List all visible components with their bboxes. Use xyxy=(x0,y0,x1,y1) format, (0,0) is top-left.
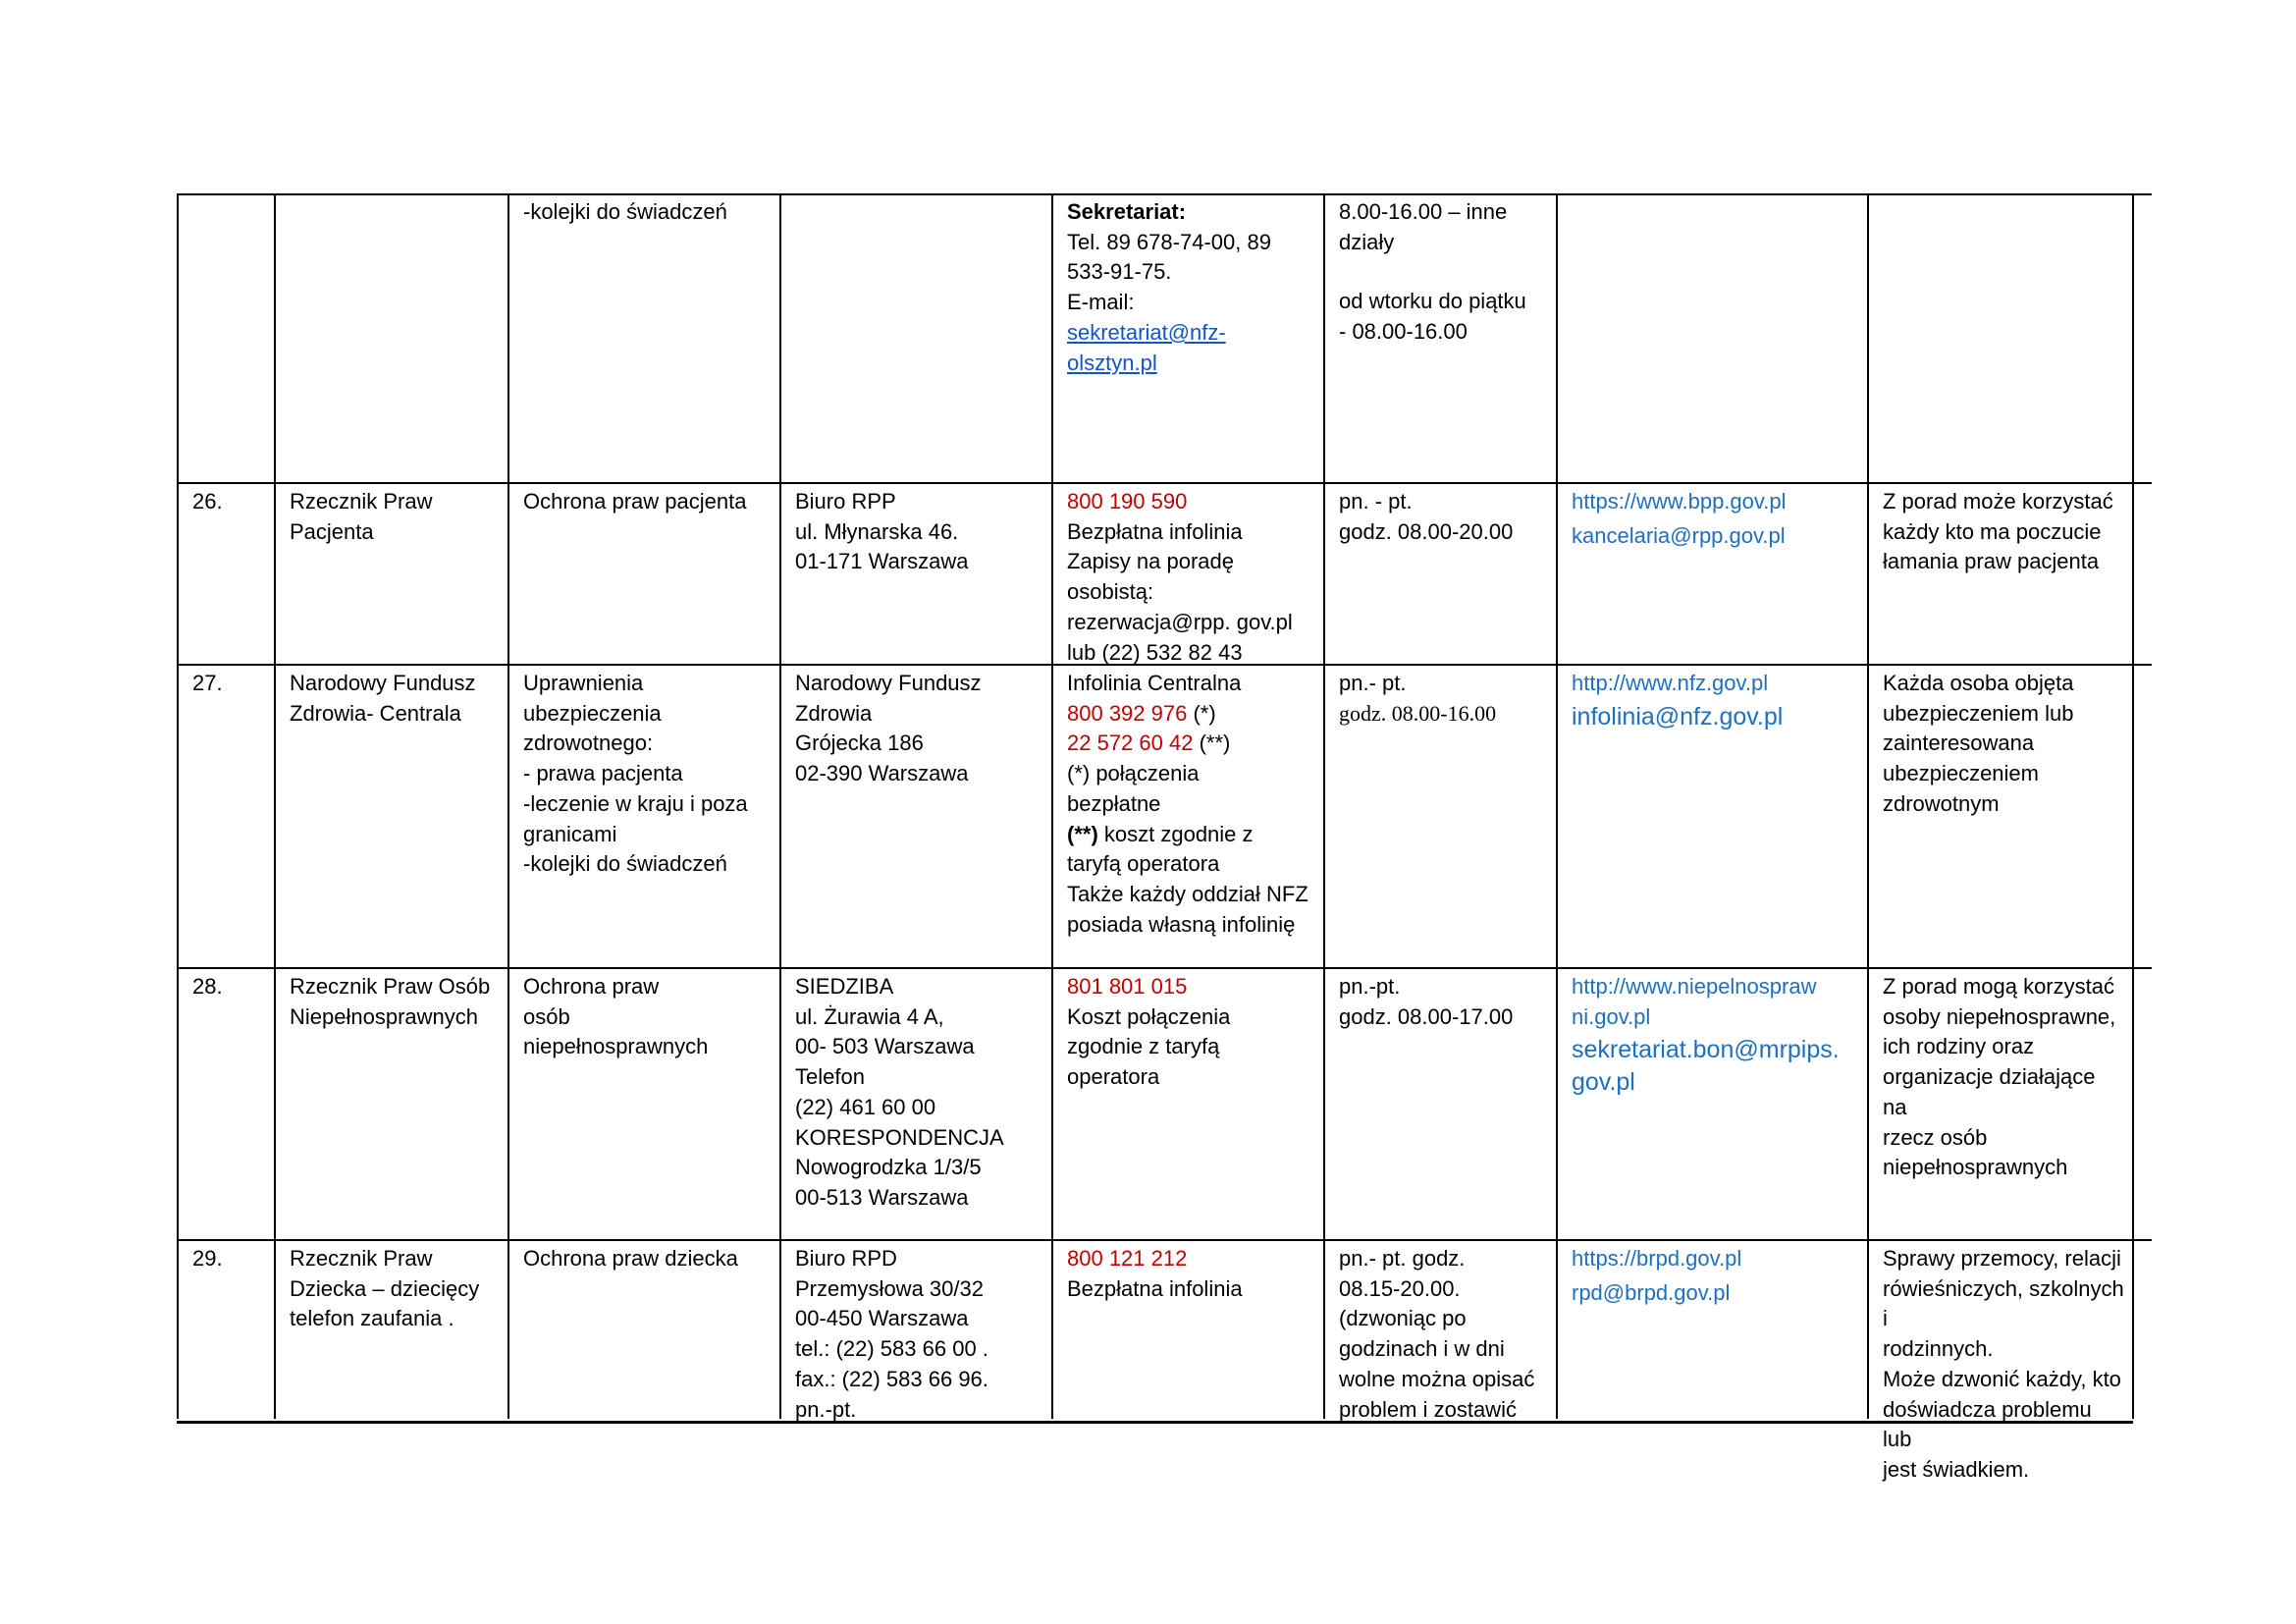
phone-mark-2: (**) xyxy=(1193,731,1231,756)
email-link[interactable]: kancelaria@rpp.gov.pl xyxy=(1572,522,1786,548)
scope: Ochrona praw osób niepełnosprawnych xyxy=(507,969,779,1239)
contact xyxy=(1051,666,1323,967)
phone-number: 800 190 590 xyxy=(1067,489,1188,514)
footnote-2: koszt zgodnie z taryfą operatora Także każdy oddział NFZ posiada własną infolinię xyxy=(1067,821,1308,937)
website-link[interactable]: https://brpd.gov.pl xyxy=(1572,1246,1742,1271)
extra-column xyxy=(2132,194,2152,482)
notes xyxy=(1867,194,2132,482)
contact xyxy=(1051,1241,1323,1419)
email-link[interactable]: rpd@brpd.gov.pl xyxy=(1572,1279,1731,1305)
hours-text-1: 8.00-16.00 – inne działy xyxy=(1339,199,1508,254)
extra-column xyxy=(2132,969,2152,1239)
phone-number-1: 800 392 976 xyxy=(1067,700,1188,726)
footnote-1: (*) połączenia bezpłatne xyxy=(1067,761,1200,816)
institution-name: Rzecznik Praw Osób Niepełnosprawnych xyxy=(274,969,507,1239)
row-number: 28. xyxy=(177,969,274,1239)
hours: pn. - pt. godz. 08.00-20.00 xyxy=(1323,484,1556,664)
hours: pn.- pt. godz. 08.15-20.00. (dzwoniąc po godzinach i w dni wolne można opisać problem i zostawić xyxy=(1323,1241,1556,1419)
extra-column xyxy=(2132,666,2152,967)
address: SIEDZIBA ul. Żurawia 4 A, 00- 503 Warszawa Telefon (22) 461 60 00 KORESPONDENCJA Nowogrodzka 1/3/5 00-513 Warszawa xyxy=(779,969,1051,1239)
institution-name: Rzecznik Praw Pacjenta xyxy=(274,484,507,664)
row-number xyxy=(177,194,274,482)
extra-column xyxy=(2132,484,2152,664)
hours xyxy=(1323,194,1556,482)
row-number: 26. xyxy=(177,484,274,664)
table-row xyxy=(177,969,2152,1241)
contact xyxy=(1051,484,1323,664)
row-number: 29. xyxy=(177,1241,274,1419)
contact-text: Koszt połączenia zgodnie z taryfą operatora xyxy=(1067,1003,1231,1090)
notes: Sprawy przemocy, relacji rówieśniczych, szkolnych i rodzinnych. Może dzwonić każdy, kto doświadcza problemu lub jest świadkiem. xyxy=(1867,1241,2132,1419)
scope: Uprawnienia ubezpieczenia zdrowotnego: - prawa pacjenta -leczenie w kraju i poza granicami -kolejki do świadczeń xyxy=(507,666,779,967)
institution-name xyxy=(274,194,507,482)
notes: Z porad może korzystać każdy kto ma poczucie łamania praw pacjenta xyxy=(1867,484,2132,664)
institution-name: Rzecznik Praw Dziecka – dziecięcy telefon zaufania . xyxy=(274,1241,507,1419)
email-link[interactable]: infolinia@nfz.gov.pl xyxy=(1572,702,1784,731)
hours-time: godz. 08.00-16.00 xyxy=(1339,700,1497,726)
contact-text: Bezpłatna infolinia Zapisy na poradę osobistą: rezerwacja@rpp. gov.pl lub (22) 532 82 43 xyxy=(1067,518,1293,665)
address: Narodowy Fundusz Zdrowia Grójecka 186 02-390 Warszawa xyxy=(779,666,1051,967)
table-row xyxy=(177,1241,2152,1482)
contact xyxy=(1051,194,1323,482)
institution-name: Narodowy Fundusz Zdrowia- Centrala xyxy=(274,666,507,967)
email-link[interactable]: sekretariat.bon@mrpips. gov.pl xyxy=(1572,1036,1840,1097)
table-row xyxy=(177,194,2152,484)
contact-title: Infolinia Centralna xyxy=(1067,671,1242,695)
hours: pn.-pt. godz. 08.00-17.00 xyxy=(1323,969,1556,1239)
phone-number: 800 121 212 xyxy=(1067,1246,1188,1271)
institutions-table xyxy=(177,194,2152,1482)
phone-number-2: 22 572 60 42 xyxy=(1067,731,1194,756)
phone-number: 801 801 015 xyxy=(1067,974,1188,999)
web-email xyxy=(1556,484,1867,664)
table-bottom-border xyxy=(177,1421,2133,1424)
website-link[interactable]: http://www.niepelnospraw ni.gov.pl xyxy=(1572,974,1817,1029)
footnote-2-mark: (**) xyxy=(1067,821,1098,846)
website-link[interactable]: http://www.nfz.gov.pl xyxy=(1572,671,1769,695)
web-email xyxy=(1556,1241,1867,1419)
notes: Każda osoba objęta ubezpieczeniem lub zainteresowana ubezpieczeniem zdrowotnym xyxy=(1867,666,2132,967)
table-row xyxy=(177,666,2152,969)
website-link[interactable]: https://www.bpp.gov.pl xyxy=(1572,489,1787,514)
hours-days: pn.- pt. xyxy=(1339,671,1407,695)
table-row xyxy=(177,484,2152,666)
scope: -kolejki do świadczeń xyxy=(507,194,779,482)
phone-mark-1: (*) xyxy=(1187,700,1216,726)
contact-title: Sekretariat: xyxy=(1067,199,1187,224)
notes: Z porad mogą korzystać osoby niepełnosprawne, ich rodziny oraz organizacje działające na rzecz osób niepełnosprawnych xyxy=(1867,969,2132,1239)
scope: Ochrona praw pacjenta xyxy=(507,484,779,664)
contact xyxy=(1051,969,1323,1239)
hours-text-2: od wtorku do piątku - 08.00-16.00 xyxy=(1339,289,1526,345)
hours xyxy=(1323,666,1556,967)
row-number: 27. xyxy=(177,666,274,967)
contact-email-label: E-mail: xyxy=(1067,290,1135,315)
address: Biuro RPP ul. Młynarska 46. 01-171 Warszawa xyxy=(779,484,1051,664)
extra-column xyxy=(2132,1241,2152,1419)
contact-text: Bezpłatna infolinia xyxy=(1067,1275,1243,1301)
contact-tel: Tel. 89 678-74-00, 89 533-91-75. xyxy=(1067,229,1271,285)
web-email xyxy=(1556,194,1867,482)
address xyxy=(779,194,1051,482)
web-email xyxy=(1556,666,1867,967)
contact-email-link[interactable]: sekretariat@nfz- olsztyn.pl xyxy=(1067,319,1226,375)
address: Biuro RPD Przemysłowa 30/32 00-450 Warszawa tel.: (22) 583 66 00 . fax.: (22) 583 66 96. pn.-pt. xyxy=(779,1241,1051,1419)
scope: Ochrona praw dziecka xyxy=(507,1241,779,1419)
web-email xyxy=(1556,969,1867,1239)
